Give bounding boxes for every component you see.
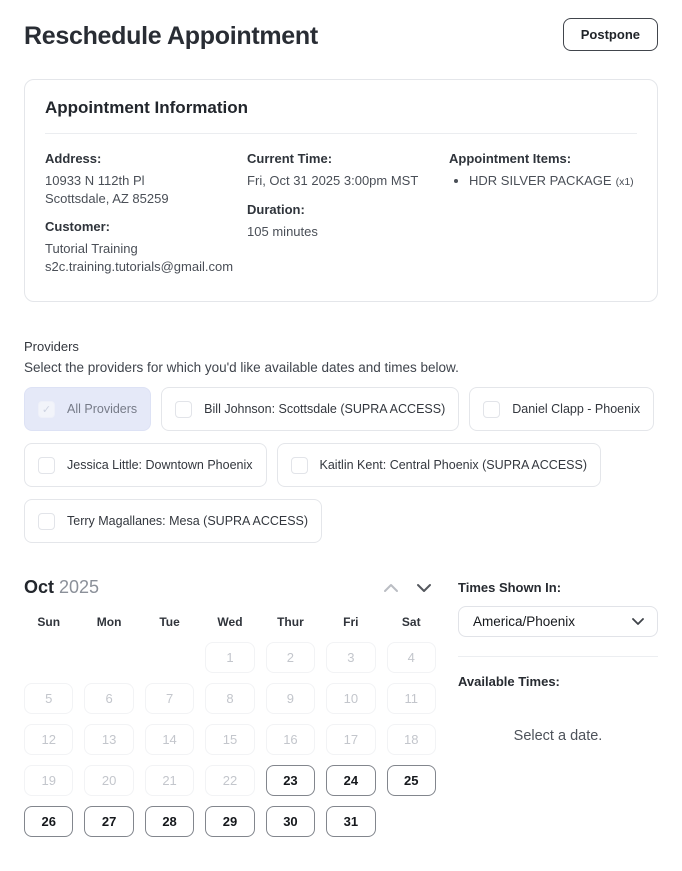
provider-option-label: Bill Johnson: Scottsdale (SUPRA ACCESS) [204,402,446,417]
available-times-label: Available Times: [458,674,560,690]
appointment-item-qty: (x1) [615,176,634,188]
chevron-down-icon [631,617,645,626]
provider-option-0[interactable] [24,387,151,431]
calendar-year: 2025 [59,577,100,598]
calendar-header [24,577,436,598]
calendar-day-29[interactable]: 29 [205,806,254,837]
calendar-day-headers [24,615,436,629]
calendar-day-26[interactable]: 26 [24,806,73,837]
calendar-day-11: 11 [387,683,436,714]
calendar-nav [381,581,436,595]
calendar-day-31[interactable]: 31 [326,806,375,837]
provider-option-label: Kaitlin Kent: Central Phoenix (SUPRA ACCESS) [319,458,587,473]
customer-name: Tutorial Training [45,241,138,257]
provider-option-label: Terry Magallanes: Mesa (SUPRA ACCESS) [67,514,309,529]
current-time-value: Fri, Oct 31 2025 3:00pm MST [247,173,419,188]
calendar-day-20: 20 [84,765,133,796]
calendar-day-14: 14 [145,724,194,755]
appointment-item-name: HDR SILVER PACKAGE [469,173,612,188]
duration-value: 105 minutes [247,223,318,239]
times-panel [458,577,658,837]
calendar-day-5: 5 [24,683,73,714]
appointment-items-label: Appointment Items: [449,151,572,166]
calendar-month: Oct [24,577,55,598]
calendar-grid [24,642,436,837]
calendar-day-23[interactable]: 23 [266,765,315,796]
day-header-tue: Tue [159,615,180,630]
calendar-day-12: 12 [24,724,73,755]
timezone-select[interactable] [458,606,658,637]
provider-checkbox[interactable]: ✓ [38,401,55,418]
address-line2: Scottsdale, AZ 85259 [45,190,169,206]
page-title: Reschedule Appointment [24,22,318,50]
provider-checkbox[interactable] [175,401,192,418]
address-column [45,151,233,275]
time-column [247,151,435,275]
calendar-day-4: 4 [387,642,436,673]
calendar-day-27[interactable]: 27 [84,806,133,837]
calendar-day-30[interactable]: 30 [266,806,315,837]
provider-checkbox[interactable] [38,457,55,474]
chevron-down-icon [416,583,432,593]
items-column [449,151,637,275]
provider-option-label: Daniel Clapp - Phoenix [512,402,641,417]
calendar-day-1: 1 [205,642,254,673]
calendar-day-24[interactable]: 24 [326,765,375,796]
provider-option-5[interactable] [24,499,322,543]
day-header-fri: Fri [343,615,359,630]
calendar-day-7: 7 [145,683,194,714]
info-divider [45,133,637,134]
provider-option-4[interactable] [277,443,601,487]
providers-subtitle: Select the providers for which you'd like available dates and times below. [24,360,459,376]
duration-label: Duration: [247,201,305,217]
provider-option-3[interactable] [24,443,267,487]
day-header-mon: Mon [96,615,122,630]
customer-email: s2c.training.tutorials@gmail.com [45,258,234,274]
calendar-day-21: 21 [145,765,194,796]
provider-checkbox[interactable] [38,513,55,530]
timezone-value: America/Phoenix [473,614,576,630]
calendar-day-10: 10 [326,683,375,714]
provider-checkbox[interactable] [291,457,308,474]
calendar [24,577,436,837]
provider-option-label: Jessica Little: Downtown Phoenix [67,458,253,473]
day-header-thur: Thur [277,615,304,630]
appointment-info-grid [45,151,637,275]
chevron-up-icon [383,583,399,593]
day-header-sun: Sun [37,615,61,630]
current-time-label: Current Time: [247,151,333,166]
calendar-empty-cell [84,642,133,673]
calendar-day-19: 19 [24,765,73,796]
day-header-wed: Wed [217,615,243,630]
calendar-empty-cell [24,642,73,673]
calendar-day-28[interactable]: 28 [145,806,194,837]
select-date-message: Select a date. [513,728,603,745]
calendar-day-6: 6 [84,683,133,714]
calendar-day-2: 2 [266,642,315,673]
provider-option-2[interactable] [469,387,654,431]
provider-list [24,387,658,543]
previous-month-button[interactable] [381,581,401,595]
scheduling-section [24,577,658,837]
appointment-info-title: Appointment Information [45,98,249,117]
timezone-label: Times Shown In: [458,580,562,596]
calendar-day-25[interactable]: 25 [387,765,436,796]
calendar-day-18: 18 [387,724,436,755]
day-header-sat: Sat [401,615,421,630]
calendar-day-16: 16 [266,724,315,755]
calendar-day-22: 22 [205,765,254,796]
calendar-month-title [24,577,99,598]
customer-label: Customer: [45,219,111,235]
calendar-day-8: 8 [205,683,254,714]
postpone-button[interactable]: Postpone [563,18,658,51]
appointment-item [469,172,637,190]
address-line1: 10933 N 112th Pl [45,173,145,188]
next-month-button[interactable] [414,581,434,595]
provider-option-label: All Providers [67,402,138,417]
page-header [24,18,658,51]
calendar-day-9: 9 [266,683,315,714]
appointment-items-list [449,172,637,190]
appointment-info-card [24,79,658,302]
address-label: Address: [45,151,102,166]
panel-divider [458,656,658,657]
provider-checkbox[interactable] [483,401,500,418]
provider-option-1[interactable] [161,387,459,431]
providers-label: Providers [24,339,79,355]
calendar-day-13: 13 [84,724,133,755]
calendar-day-15: 15 [205,724,254,755]
calendar-day-3: 3 [326,642,375,673]
calendar-day-17: 17 [326,724,375,755]
calendar-empty-cell [145,642,194,673]
